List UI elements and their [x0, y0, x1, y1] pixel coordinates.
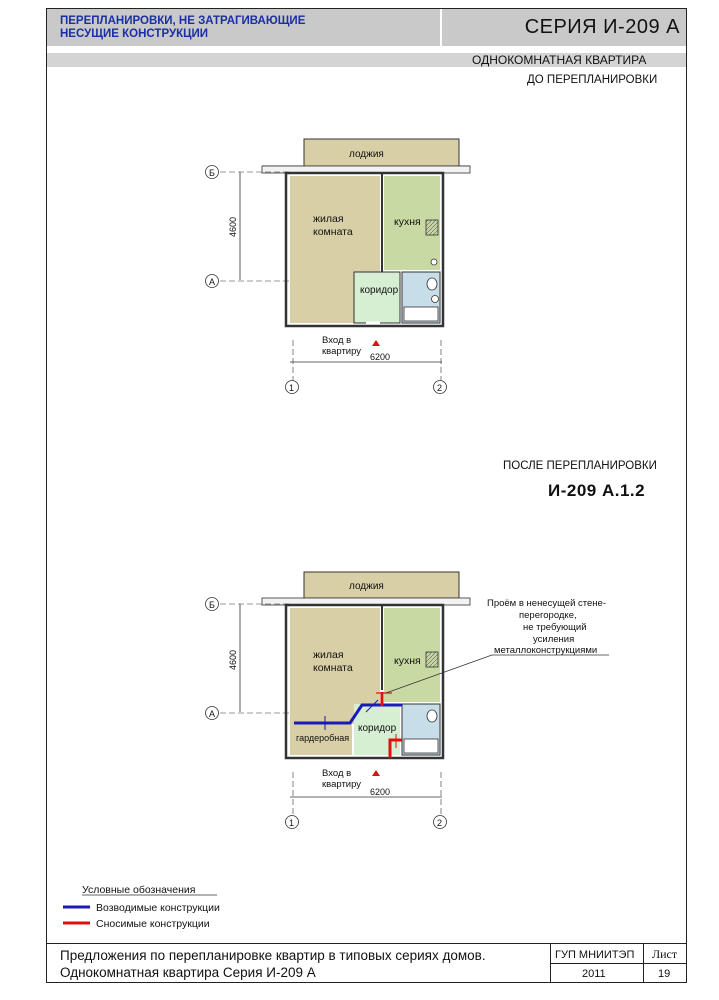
note-line-1: Проём в ненесущей стене-	[487, 598, 607, 609]
living-label-2: комната	[313, 226, 353, 238]
header-topic-line2: НЕСУЩИЕ КОНСТРУКЦИИ	[60, 28, 209, 40]
height-dim-after: 4600	[228, 649, 238, 670]
legend-erected-label: Возводимые конструкции	[96, 902, 220, 914]
entrance-label-1: Вход в	[322, 335, 352, 346]
axis-label-2-after: 2	[437, 818, 443, 828]
loggia-label-after: лоджия	[349, 581, 384, 592]
footer-title-line2: Однокомнатная квартира Серия И-209 А	[60, 965, 316, 980]
axis-label-b-after: Б	[209, 600, 215, 610]
footer-sheet-number: 19	[658, 968, 671, 980]
sink-icon	[432, 296, 439, 303]
note-line-2: перегородке,	[519, 610, 577, 621]
after-title: ПОСЛЕ ПЕРЕПЛАНИРОВКИ	[503, 460, 657, 472]
footer-title	[60, 947, 550, 981]
footer-year: 2011	[582, 968, 606, 980]
axis-label-b: Б	[209, 168, 215, 178]
stove-icon	[426, 220, 438, 235]
corridor-label: коридор	[360, 285, 399, 296]
kitchen-label-after: кухня	[394, 655, 421, 667]
note-line-3: не требующий	[523, 622, 587, 633]
legend-title: Условные обозначения	[82, 884, 196, 896]
axis-label-1-after: 1	[289, 818, 295, 828]
bathtub-icon	[404, 307, 438, 321]
plan-after	[206, 572, 610, 829]
entrance-label-after-1: Вход в	[322, 768, 352, 779]
title-block-hdivider	[550, 963, 687, 964]
width-dim-after: 6200	[370, 787, 391, 797]
note-line-4: усиления	[533, 634, 575, 645]
header-topic-line1: ПЕРЕПЛАНИРОВКИ, НЕ ЗАТРАГИВАЮЩИЕ	[60, 15, 306, 27]
living-label-after-1: жилая	[313, 649, 344, 661]
height-dim: 4600	[228, 216, 238, 237]
stove-icon-after	[426, 652, 438, 667]
axis-label-a-after: А	[209, 709, 216, 719]
loggia-label: лоджия	[349, 149, 384, 160]
living-label-1: жилая	[313, 213, 344, 225]
apartment-type: ОДНОКОМНАТНАЯ КВАРТИРА	[472, 53, 647, 67]
toilet-icon	[427, 278, 437, 290]
corridor-room	[354, 272, 400, 323]
axis-label-1: 1	[289, 383, 295, 393]
note-line-5: металлоконструкциями	[494, 645, 598, 656]
corridor-label-after: коридор	[358, 723, 397, 734]
legend	[63, 884, 220, 930]
entrance-arrow-after	[372, 770, 380, 776]
width-dim: 6200	[370, 352, 391, 362]
legend-removed-label: Сносимые конструкции	[96, 918, 210, 930]
footer-sheet-label: Лист	[652, 947, 678, 961]
kitchen-sink-icon	[431, 259, 437, 265]
footer-org: ГУП МНИИТЭП	[555, 949, 635, 961]
footer-title-line1: Предложения по перепланировке квартир в типовых сериях домов.	[60, 948, 486, 963]
kitchen-label: кухня	[394, 216, 421, 228]
layout-code: И-209 А.1.2	[548, 481, 646, 500]
before-title: ДО ПЕРЕПЛАНИРОВКИ	[527, 74, 658, 86]
toilet-icon-after	[427, 710, 437, 722]
plan-before	[206, 139, 471, 394]
living-label-after-2: комната	[313, 662, 353, 674]
entrance-arrow	[372, 340, 380, 346]
wardrobe-label: гардеробная	[296, 733, 350, 743]
entrance-label-after-2: квартиру	[322, 779, 362, 790]
entrance-label-2: квартиру	[322, 346, 362, 357]
bathtub-icon-after	[404, 739, 438, 753]
axis-label-2: 2	[437, 383, 443, 393]
series-title: СЕРИЯ И-209 А	[524, 16, 680, 38]
axis-label-a: А	[209, 277, 216, 287]
